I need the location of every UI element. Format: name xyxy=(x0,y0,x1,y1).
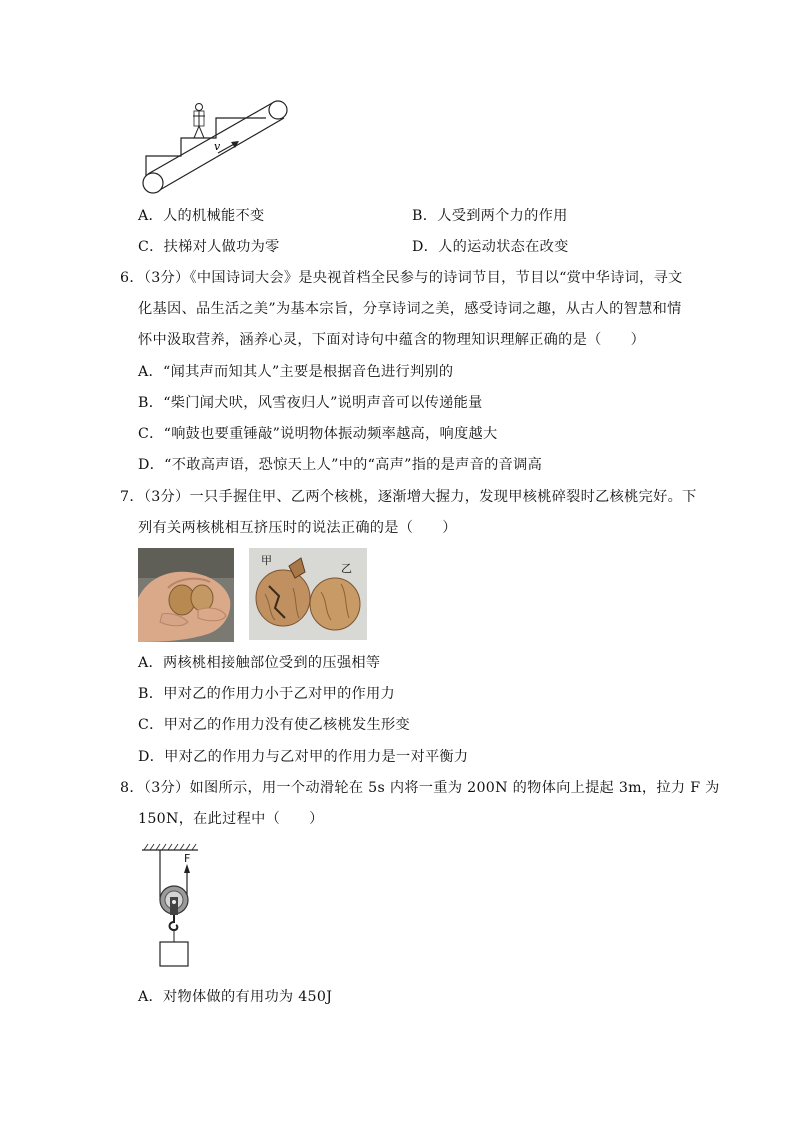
walnut-yi xyxy=(310,578,360,630)
q5-option-d: D．人的运动状态在改变 xyxy=(412,239,569,255)
q5-option-b: B．人受到两个力的作用 xyxy=(412,208,568,224)
person-figure xyxy=(193,104,205,139)
q6-option-c: C．“响鼓也要重锤敲”说明物体振动频率越高，响度越大 xyxy=(138,426,498,442)
velocity-label: v xyxy=(214,140,221,153)
label-jia: 甲 xyxy=(261,554,272,567)
force-arrowhead xyxy=(184,864,190,873)
walnut-right xyxy=(191,585,213,611)
q5-option-a: A．人的机械能不变 xyxy=(138,208,265,224)
escalator-steps xyxy=(146,118,266,176)
escalator-top-roller xyxy=(269,101,287,119)
label-yi: 乙 xyxy=(341,562,352,575)
q8-stem-line1: 8．（3分）如图所示，用一个动滑轮在 5s 内将一重为 200N 的物体向上提起 3m，拉力 F 为 xyxy=(120,780,720,796)
q8-option-a: A．对物体做的有用功为 450J xyxy=(138,989,333,1005)
hand-walnuts-photo xyxy=(138,548,234,642)
q6-stem-line2: 化基因、品生活之美”为基本宗旨，分享诗词之美，感受诗词之趣，从古人的智慧和情 xyxy=(138,301,682,317)
q8-stem-line2: 150N，在此过程中（ ） xyxy=(138,811,324,827)
movable-pulley-figure xyxy=(140,842,202,972)
force-label: F xyxy=(184,852,191,865)
pulley-bracket xyxy=(170,897,178,915)
escalator-bottom-roller xyxy=(143,173,163,193)
pulley-hook xyxy=(170,915,178,930)
q6-stem-line3: 怀中汲取营养，涵养心灵，下面对诗句中蕴含的物理知识理解正确的是（ ） xyxy=(138,332,646,348)
walnuts-comparison-photo xyxy=(249,548,367,640)
q6-stem-line1: 6．（3分）《中国诗词大会》是央视首档全民参与的诗词节目，节目以“赏中华诗词，寻文 xyxy=(120,270,683,286)
q7-option-b: B．甲对乙的作用力小于乙对甲的作用力 xyxy=(138,686,396,702)
escalator-tube-top xyxy=(148,102,274,174)
q7-stem-line1: 7．（3分）一只手握住甲、乙两个核桃，逐渐增大握力，发现甲核桃碎裂时乙核桃完好。下 xyxy=(120,489,697,505)
q7-option-a: A．两核桃相接触部位受到的压强相等 xyxy=(138,655,381,671)
load-box xyxy=(160,942,188,966)
q7-option-d: D．甲对乙的作用力与乙对甲的作用力是一对平衡力 xyxy=(138,749,469,765)
q7-option-c: C．甲对乙的作用力没有使乙核桃发生形变 xyxy=(138,717,410,733)
q6-option-b: B．“柴门闻犬吠，风雪夜归人”说明声音可以传递能量 xyxy=(138,395,483,411)
escalator-tube-bottom xyxy=(158,118,284,191)
q6-option-d: D．“不敢高声语，恐惊天上人”中的“高声”指的是声音的音调高 xyxy=(138,457,543,473)
escalator-figure xyxy=(136,98,296,198)
q6-option-a: A．“闻其声而知其人”主要是根据音色进行判别的 xyxy=(138,364,454,380)
q5-option-c: C．扶梯对人做功为零 xyxy=(138,239,280,255)
q7-stem-line2: 列有关两核桃相互挤压时的说法正确的是（ ） xyxy=(138,520,457,536)
